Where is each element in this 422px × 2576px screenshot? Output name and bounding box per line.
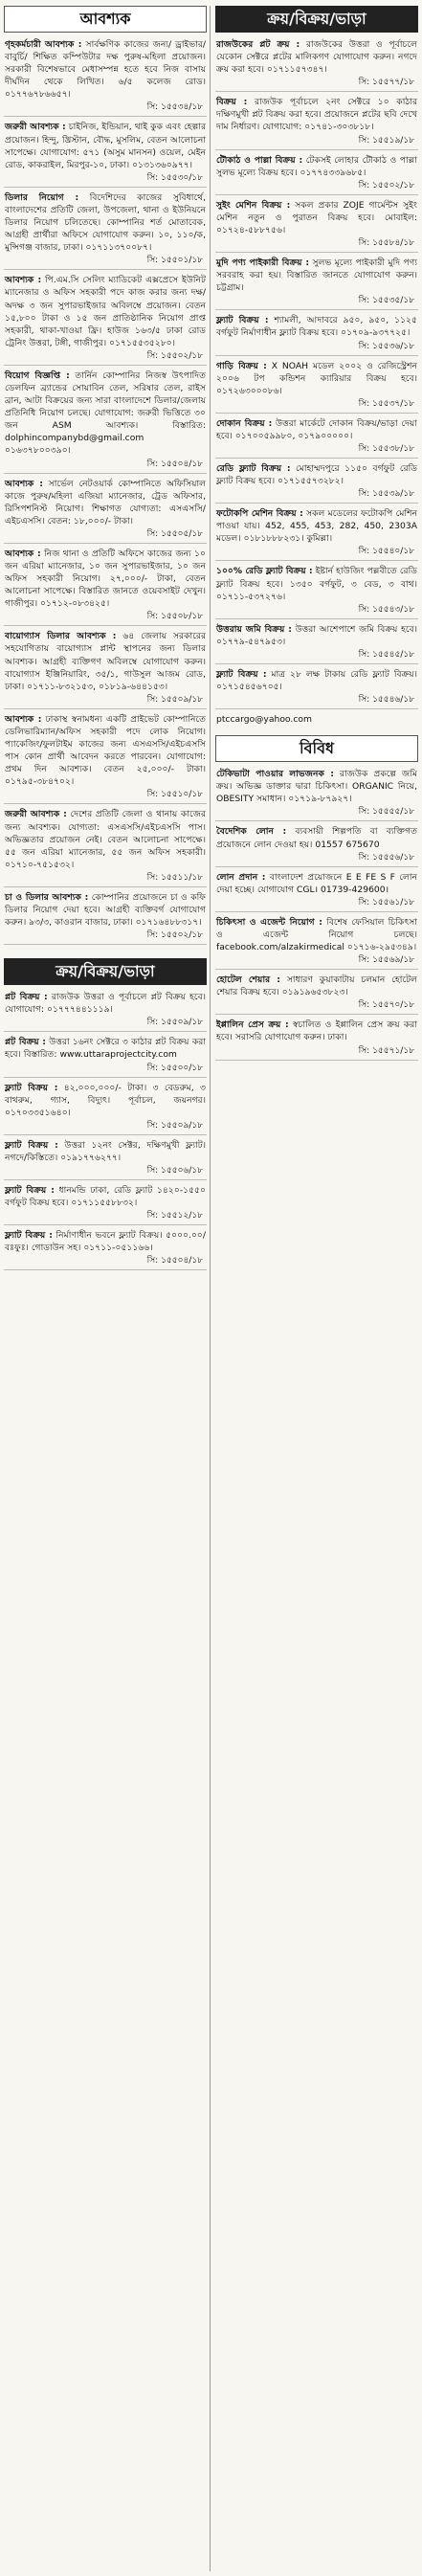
ad-keyword: আবশ্যক : <box>5 713 42 725</box>
ad-body <box>215 623 418 648</box>
buy-sell-ads-list <box>4 991 207 1270</box>
ad-text: ব্যবসায়ী শিল্পপতি বা ব্যক্তিগত প্রয়োজনে লোন দেওয়া হয়। 01557 675670 <box>216 826 417 850</box>
ad-body <box>4 991 207 1016</box>
classified-ad <box>215 257 418 310</box>
ad-reference: সি: ১৫৫৩৪/১৮ <box>4 101 207 117</box>
classified-ad <box>4 713 207 805</box>
ad-body <box>4 1229 207 1254</box>
ad-keyword: গৃহকর্মচারী আবশ্যক : <box>5 39 82 50</box>
ad-text: উত্তরা ১৬নং সেক্টরে ৩ কাঠার প্লট বিক্রয় করা হবে। বিস্তারিত: www.uttaraprojectcity.com <box>5 1037 206 1061</box>
ad-reference: সি: ১৫৫০০/১৮ <box>4 1062 207 1078</box>
ad-text: কোম্পানির প্রয়োজনে চা ও কফি ডিলার নিয়োগ দেয়া হবে। আগ্রহী ব্যক্তিবর্গ যোগাযোগ করুন। ৯৩/৩, কাওরান বাজার, ঢাকা। ০১৭১৬৪৮৮৩১৭। <box>5 891 206 929</box>
ad-reference: সি: ১৫৫০৪/১৮ <box>4 1254 207 1270</box>
ad-text: শ্যামলী, আদাবরে ৯৫০, ৯৫০, ১১২৫ বর্গফুট নির্মাণাধীন ফ্ল্যাট বিক্রয় হবে। ০১৭০৯-৯৩৭৭২৫। <box>216 315 417 339</box>
classified-ad <box>215 825 418 866</box>
ad-reference: সি: ১৫৫৭১/১৮ <box>215 1044 418 1061</box>
left-column <box>4 6 207 2571</box>
ad-reference: সি: ১৫৫৫৫/১৮ <box>215 805 418 821</box>
ad-text: রাজউক প্রকল্পে জমি ক্রয়। অভিজ্ঞ ডাক্তার দ্বারা চিকিৎসা। ORGANIC নিয়ে, OBESITY সমাধান। ০১৭১৯-৮৭৯২৭। <box>216 769 418 805</box>
ad-keyword: বায়োগ্যাস ডিলার আবশ্যক : <box>5 631 117 642</box>
ad-text: সার্বক্ষণিক কাজের জন্য/ ড্রাইভার/ বাবুর্চি/ শিক্ষিত কম্পিউটার দক্ষ পুরুষ-মহিলা প্রয়োজন। সরকারী বিশেষভাবে মেধাসম্পন্ন হতে হবে নিজ বাসায় দীর্ঘদিন থেকে লিখিত। ৬/৫ কলেজ রোড। ০১৭৭৬৭৮৬৬৫৭। <box>5 39 206 101</box>
ad-reference: সি: ১৫৫৩৮/১৮ <box>215 442 418 459</box>
ad-text: মাত্র ২৮ লক্ষ টাকায় রেডি ফ্ল্যাট বিক্রয়। ০১৭১৫৪৫৬৭০৫। <box>216 668 418 692</box>
ad-reference: সি: ১৫৫৩৯/১৮ <box>215 487 418 504</box>
classified-ad <box>215 1019 418 1060</box>
ad-text: রাজউক পূর্বাচলে ২নং সেক্টরে ১০ কাঠার দক্ষিণমুখী প্লট বিক্রয় করা হবে। প্রয়োজনে প্লটের ছবি দেখে দাম নির্ধারণ। যোগাযোগ: ০১৭৪১-৩০৩৮১৮। <box>216 97 418 133</box>
classified-ad <box>4 1229 207 1270</box>
ad-keyword: ফ্ল্যাট বিক্রয় : <box>5 1230 53 1242</box>
ad-text: বিদেশিদের কাজের সুবিধার্থে, বাংলাদেশের প্রতিটি জেলা, উপজেলা, থানা ও ইউনিয়নে ডিলার নিয়োগ চলিতেছে। কোম্পানির শর্ত মোতাবেক, আগ্রহী প্রার্থীরা অফিসে যোগাযোগ করুন। ১০, ১১০/ক, মুন্সিগঞ্জ বাজার, ঢাকা। ০১৭১১৩৭০০৮৭। <box>5 191 207 254</box>
classified-ad <box>4 478 207 544</box>
ad-keyword: রেডি ফ্ল্যাট বিক্রয় : <box>216 462 291 474</box>
ad-keyword: প্লট বিক্রয় : <box>5 1037 46 1048</box>
ad-keyword: ফটোকপি মেশিন বিক্রয় : <box>216 508 303 520</box>
ad-keyword: আবশ্যক : <box>5 275 42 286</box>
ad-body <box>215 507 418 545</box>
ad-body <box>4 548 207 610</box>
ad-keyword: সুইং মেশিন বিক্রয় : <box>216 199 291 211</box>
ad-text: পি.এম.সি সেলিং ম্যাডিকেট এক্সপ্রেসে ইউনিট ম্যানেজার ও অফিস সহকারী পদে কাজ করার জন্য দক্ষ/অদক্ষ ৩ জন সুপারভাইজার অবিলম্বে প্রয়োজন। বেতন ১৫,৮০০ টাকা ও ১৫ জন প্রাতিষ্ঠানিক নিয়োগ প্রাপ্ত সহকারী, থাকা-খাওয়া ফ্রি। হাউজ ১৬৩/৫ ঢাকা রোড ট্রেনিং উত্তরা, টঙ্গী, গাজীপুর। ০১৭১৫৫৩৫২৮০। <box>5 275 207 348</box>
ad-keyword: জরুরী আবশ্যক : <box>5 809 67 820</box>
classified-ad <box>4 548 207 626</box>
section-header-miscellaneous: বিবিধ <box>215 735 418 762</box>
ad-keyword: জরুরী আবশ্যক : <box>5 122 66 133</box>
classified-ad <box>215 96 418 149</box>
ad-reference: সি: ১৫৫৩০/১৮ <box>4 171 207 188</box>
classified-ad <box>215 462 418 504</box>
ad-keyword: ফ্ল্যাট বিক্রয় : <box>216 668 267 680</box>
classified-ad <box>4 1082 207 1135</box>
ad-body <box>4 274 207 349</box>
ad-text: ৬৪ জেলায় সরকারের সহযোগিতায় বায়োগ্যাস প্লান্ট স্থাপনের জন্য ডিলার আবশ্যক। আগ্রহী ব্যক্তিগণ অবিলম্বে যোগাযোগ করুন। বায়োগ্যাস ইঞ্জিনিয়ারিং, ৩৫/১, গাউসুল আজম রোড, ঢাকা। ০১৭১১-৮৩২১৫৩, ০১৮১৯-৬৪৪১৫৩। <box>5 631 206 692</box>
ad-reference: সি: ১৫৫৭৭/১৮ <box>215 76 418 92</box>
ad-keyword: ১০০% রেডি ফ্ল্যাট বিক্রয় : <box>216 566 313 577</box>
ad-reference: সি: ১৫৫০৪/১৮ <box>4 458 207 474</box>
ad-text: ঢাকাস্থ স্বনামধন্য একটি প্রাইভেট কোম্পানিতে ডেলিভারিম্যান/অফিস সহকারী পদে লোক নিয়োগ। প্যাকেজিং/ফুলটাইম কাজের জন্য এসএসসি/এইচএসসি পাস কোন প্রার্থী আবেদন করতে পারবেন। যোগাযোগ: প্রথম দিন আবশ্যক। বেতন ২৫,০০০/- টাকা। ০১৭৯৫-৩৮৪৭০২। <box>5 713 207 788</box>
ad-reference: সি: ১৫৫০১/১৮ <box>4 254 207 270</box>
classified-ad <box>4 1184 207 1225</box>
ad-body <box>215 462 418 487</box>
ad-reference: সি: ১৫৫৪৩/১৮ <box>215 603 418 619</box>
ad-body <box>215 38 418 76</box>
ad-keyword: উত্তরায় জমি বিক্রয় : <box>216 623 292 635</box>
ad-text: নির্মাণাধীন ভবনে ফ্ল্যাট বিক্রয়। ৫০০০.০০/বঃফুঃ। গোডাউন সহ। ০১৭১১-০৫১১৬৬। <box>5 1230 206 1254</box>
classified-ad <box>215 668 418 709</box>
ad-body <box>4 1184 207 1209</box>
ad-body <box>215 668 418 693</box>
ad-body <box>215 417 418 442</box>
classified-ad <box>4 38 207 117</box>
classified-ad <box>215 507 418 561</box>
ad-body <box>215 974 418 998</box>
ad-keyword: ফ্ল্যাট বিক্রয় : <box>5 1185 55 1196</box>
classified-ad <box>4 121 207 187</box>
ad-body <box>4 191 207 254</box>
ad-text: ইষ্টার্ন হাউজিং পল্লবীতে রেডি ফ্ল্যাট বিক্রয় হবে। ১৩৫০ বর্গফুট, ৩ বেড, ৩ বাথ। ০১৭১১-৫৩৭২৭৬। <box>216 566 417 602</box>
ad-body <box>215 314 418 339</box>
classified-ad <box>215 417 418 459</box>
ad-keyword: বিয়োগ বিজ্ঞপ্তি : <box>5 370 70 381</box>
ad-keyword: ফ্ল্যাট বিক্রয় : <box>5 1082 58 1093</box>
ad-text: নিজ থানা ও প্রতিটি অফিসে কাজের জন্য ১০ জন এরিয়া ম্যানেজার, ১০ জন সুপারভাইজার, ১০ জন অফিস সহকারী নিয়োগ। ২৭,০০০/- টাকা, বেতন আলোচনা সাপেক্ষে। বিস্তারিত জানতে ওয়েবসাইট দেখুন। গাজীপুর। ০১৭১২-০৮৩৪২৫। <box>5 548 206 610</box>
ad-reference: সি: ১৫৫৪৬/১৮ <box>215 693 418 709</box>
ad-keyword: দোকান বিক্রয় : <box>216 417 273 429</box>
ad-keyword: রাজউকের প্লট ক্রয় : <box>216 39 300 50</box>
ad-keyword: হোটেল শেয়ার : <box>216 974 280 986</box>
ad-reference: সি: ১৫৫০৯/১৮ <box>4 1016 207 1032</box>
ad-text: তার্নিন কোম্পানির নিজস্ব উৎপাদিত ডেলফিন ব্র্যান্ডের সোয়াবিন তেল, সরিষার তেল, রাইস ব্রান, আটা বিক্রয়ের জন্য সারা বাংলাদেশে ডিলার/জেলায় প্রতিনিধি নিয়োগ চলছে। যোগাযোগ: জরুরী ভিত্তিতে ৩০ জন ASM আবশ্যক। বিস্তারিত: dolphincompanybd@gmail.com ০১৬৩৭৮০০৩৯০। <box>5 370 206 457</box>
ad-body <box>4 38 207 101</box>
ad-text: চাইনিজ, ইন্ডিয়ান, থাই কুক এবং হেল্পার প্রয়োজন। হিন্দু, খ্রিস্টান, বৌদ্ধ, মুসলিম, বেতন আলোচনা সাপেক্ষে। যোগাযোগ: ৫৭১ (অসুম মানসন) ওয়েল, মেইন রোড, কাকরাইল, মিরপুর-১০, ঢাকা। ০১৩১৩৬০৯৭৭। <box>5 122 206 170</box>
classified-ad <box>215 154 418 195</box>
ad-keyword: ফ্ল্যাট বিক্রয় : <box>216 315 269 326</box>
ad-body <box>215 154 418 179</box>
classified-ad <box>215 38 418 92</box>
ad-body <box>4 1082 207 1119</box>
ad-reference: সি: ১৫৫০৫/১৮ <box>4 527 207 544</box>
ad-keyword: টেকিভাটা পাওয়ার লাভজনক : <box>216 769 334 780</box>
ad-text: উত্তরা আশেপাশে জমি বিক্রয় হবে। ০১৭৭৯-৫৪৭৯৫৩। <box>216 623 417 647</box>
ad-text: রাজউকের উত্তরা ও পূর্বাচলে যেকোন সেক্টরে প্লটের মালিকগণ যোগাযোগ করুন। নগদে ক্রয় করা হবে। ০১৭১১৫৭৩৪৭। <box>216 39 418 76</box>
ad-body <box>4 121 207 170</box>
buy-sell-ads-list <box>215 38 418 709</box>
ad-body <box>4 891 207 929</box>
ad-keyword: আবশ্যক : <box>5 548 41 559</box>
classified-ad <box>4 991 207 1032</box>
section-header-buy-sell-rent: ক্রয়/বিক্রয়/ভাড়া <box>215 6 418 33</box>
ad-keyword: মুদি পণ্য পাইকারী বিক্রয় : <box>216 258 310 269</box>
ad-reference: সি: ১৫৫৬১/১৮ <box>215 896 418 912</box>
classified-ad <box>215 974 418 1015</box>
classified-ad <box>4 630 207 708</box>
ad-keyword: টৌকাঠ ও পাল্লা বিক্রয় : <box>216 154 303 166</box>
classified-ad <box>4 1036 207 1077</box>
ad-text: ৪২,০০০,০০০/- টাকা। ৩ বেডরুম, ৩ বাথরুম, গ্যাস, বিদ্যুৎ। পূর্বাচল, জয়নগর। ০১৭০৩৩৫১৬৪০। <box>5 1082 206 1118</box>
ad-reference: সি: ১৫৫০২/১৮ <box>4 349 207 366</box>
ad-reference: সি: ১৫৫৩৭/১৮ <box>215 397 418 414</box>
ad-keyword: চিকিৎসা ও এজেন্ট নিয়োগ : <box>216 916 322 928</box>
ad-body <box>215 565 418 602</box>
ad-keyword: প্লট বিক্রয় : <box>5 992 48 1003</box>
section-header-buy-sell-rent: ক্রয়/বিক্রয়/ভাড়া <box>4 958 207 985</box>
classified-ad <box>215 623 418 664</box>
ad-reference: সি: ১৫৫০৯/১৮ <box>4 693 207 709</box>
ad-reference: সি: ১৫৫১১/১৮ <box>4 871 207 887</box>
ad-reference: সি: ১৫৫১২/১৮ <box>4 1209 207 1225</box>
ad-text: মোহাম্মদপুরে ১১৫০ বর্গফুট রেডি ফ্ল্যাট বিক্রয় হবে। ০১৭১৫৫৭৩২৮২। <box>216 462 418 487</box>
classified-ad <box>215 565 418 618</box>
ad-text: সকল প্রকার ZOJE গার্মেন্টস সুইং মেশিন নতুন ও পুরাতন বিক্রয় হবে। মোবাইল: ০১৭২৪-৫৮৮৭৫৬। <box>216 199 417 235</box>
ad-text: দেশের প্রতিটি জেলা ও থানায় কাজের জন্য আবশ্যক। যোগ্যতা: এসএসসি/এইচএসসি পাস। অভিজ্ঞতার প্রয়োজন নেই। বেতন আলোচনা সাপেক্ষে। ৫৫ জন এরিয়া ম্যানেজার, ৫৫ জন অফিস সহকারী। ০১৭১০-৭৫১৫৩২। <box>5 809 206 870</box>
ad-reference: সি: ১৫৫০৬/১৮ <box>4 1164 207 1180</box>
ad-reference: সি: ১৫৫০২/১৮ <box>4 929 207 945</box>
classified-ad <box>215 916 418 970</box>
classified-ad <box>215 199 418 253</box>
column-divider <box>210 6 211 2571</box>
ad-keyword: গাড়ি বিক্রয় : <box>216 360 267 371</box>
wanted-ads-list <box>4 38 207 945</box>
ad-text: উত্তরা ১২নং সেক্টর, দক্ষিণমুখী ফ্ল্যাট। নগদে/কিস্তিতে। ০১৯১৭৭৬২৭৭। <box>5 1139 206 1163</box>
ad-text: সুলভ মূল্যে পাইকারী মুদি পণ্য সরবরাহ করা হয়। বিস্তারিত জানতে যোগাযোগ করুন। চট্টগ্রাম। <box>216 258 418 294</box>
ad-body <box>215 871 418 896</box>
ad-body <box>215 768 418 805</box>
ad-keyword: আবশ্যক : <box>5 478 43 489</box>
ad-reference: সি: ১৫৫০৮/১৮ <box>4 610 207 626</box>
ad-text: উত্তরা মার্কেটে দোকান বিক্রয়/ভাড়া দেয়া হবে। ০১৭০০৫৯৯৮০, ০১৭৯০০০০০। <box>216 417 417 441</box>
classified-ad <box>215 314 418 355</box>
ad-keyword: চা ও ডিলার আবশ্যক : <box>5 891 89 903</box>
ad-reference: সি: ১৫৫৩৫/১৮ <box>215 294 418 310</box>
classified-ad <box>4 370 207 474</box>
ad-body <box>4 713 207 789</box>
ad-reference: সি: ১৫৫৮৪/১৮ <box>215 236 418 253</box>
classified-ad <box>4 808 207 886</box>
ad-body <box>215 96 418 133</box>
ad-body <box>215 825 418 850</box>
ad-body <box>4 1139 207 1164</box>
ad-body <box>215 257 418 294</box>
ad-reference: সি: ১৫৫৪০/১৮ <box>215 545 418 561</box>
ad-keyword: ডিলার নিয়োগ : <box>5 191 79 203</box>
ad-text: ধানমন্ডি ঢাকা, রেডি ফ্ল্যাট ১৪২০-১৫৫০ বর্গফুট বিক্রয় হবে। ০১৭১১৫৫৮৮৩২। <box>5 1185 206 1209</box>
ad-text: বিশেষ ফেসিয়াল চিকিৎসা ও এজেন্ট নিয়োগ চলছে। facebook.com/alzakirmedical ০১৭১৬-২৯৫৩৪৯। <box>216 916 417 953</box>
classified-ad <box>215 768 418 821</box>
ad-body <box>215 199 418 236</box>
misc-ads-list <box>215 768 418 1060</box>
ad-reference: সি: ১৫৫১৯/১৮ <box>215 134 418 150</box>
ad-body <box>215 1019 418 1043</box>
contact-email[interactable]: ptccargo@yahoo.com <box>216 714 312 726</box>
ad-reference: সি: ১৫৫৩৬/১৮ <box>215 340 418 356</box>
ad-body <box>215 916 418 953</box>
ad-keyword: বিক্রয় : <box>216 97 248 108</box>
classified-ad <box>215 360 418 414</box>
ad-text: স্বচালিত ও ইপ্পালিন প্রেস ক্রয় করা হবে। সরাসরি যোগাযোগ করুন। ঢাকা। <box>216 1019 417 1043</box>
ad-keyword: ইপ্পালিন প্রেস ক্রয় : <box>216 1019 289 1031</box>
classified-ad <box>215 871 418 912</box>
ad-text: X NOAH মডেল ২০০২ ও রেজিস্ট্রেশন ২০০৬ টপ কন্ডিশন ক্যারিয়ার বিক্রয় হবে। ০১৭২৬৩০০০৮৬। <box>216 360 417 396</box>
section-header-wanted: আবশ্যক <box>4 6 207 33</box>
ad-reference: সি: ১৫৫৫৬/১৮ <box>215 851 418 867</box>
ad-body <box>4 630 207 692</box>
ad-text: রাজউক উত্তরা ও পূর্বাচলে প্লট বিক্রয় হবে। যোগাযোগ: ০১৭৭৭৪৪১১১৯। <box>5 992 207 1016</box>
ad-body <box>215 360 418 397</box>
ad-keyword: বৈদেশিক লোন : <box>216 826 287 838</box>
ad-reference: সি: ১৫৫০২/১৮ <box>215 179 418 195</box>
classified-ad <box>4 274 207 366</box>
ad-reference: সি: ১৫৫১০/১৮ <box>4 788 207 804</box>
classified-ad <box>4 1139 207 1180</box>
ad-text: বাংলাদেশ প্রয়োজনে E E FE S F লোন দেয়া হচ্ছে। যোগাযোগ CGL। 01739-429600। <box>216 871 418 895</box>
ad-text: সার্ভেল নেটওয়ার্ক কোম্পানিতে অফিসিয়াল কাজে পুরুষ/মহিলা এজিয়া ম্যানেজার, ট্রেড অফিসার, রিসিপশনিস্ট নিয়োগ। শিক্ষাগত যোগ্যতা: এসএসসি/এইচএসসি। বেতন: ১৮,০০০/- টাকা। <box>5 478 207 526</box>
right-column <box>215 6 418 2571</box>
ad-body <box>4 370 207 458</box>
ad-text: সাধারণ কুয়াকাটায় চলমান হোটেল শেয়ার বিক্রয় হবে। ০১৯১৯৬৫৩৮২৩। <box>216 974 417 998</box>
ad-text: টেকসই লোহার টৌকাঠ ও পাল্লা সুলভ মূল্যে বিক্রয় হবে। ০১৭৭৪৩৩৯৬৮৫। <box>216 154 417 178</box>
ad-reference: সি: ১৫৫০৯/১৮ <box>4 1119 207 1135</box>
ad-body <box>4 478 207 527</box>
ad-reference: সি: ১৫৫৭০/১৮ <box>215 998 418 1015</box>
ad-reference: সি: ১৫৫৬৯/১৮ <box>215 953 418 970</box>
ad-reference: সি: ১৫৫৪৫/১৮ <box>215 648 418 664</box>
classified-ad <box>4 191 207 270</box>
ad-text: সকল মডেলের ফটোকপি মেশিন পাওয়া যায়। 452, 455, 453, 282, 450, 2303A মডেল। ০১৮১৮৮৮২৩১। কুমিল্লা। <box>216 508 418 545</box>
classified-ad <box>4 891 207 945</box>
ad-body <box>4 808 207 870</box>
ad-keyword: লোন প্রদান : <box>216 871 266 883</box>
ad-body <box>4 1036 207 1061</box>
ad-keyword: ফ্ল্যাট বিক্রয় : <box>5 1139 58 1151</box>
